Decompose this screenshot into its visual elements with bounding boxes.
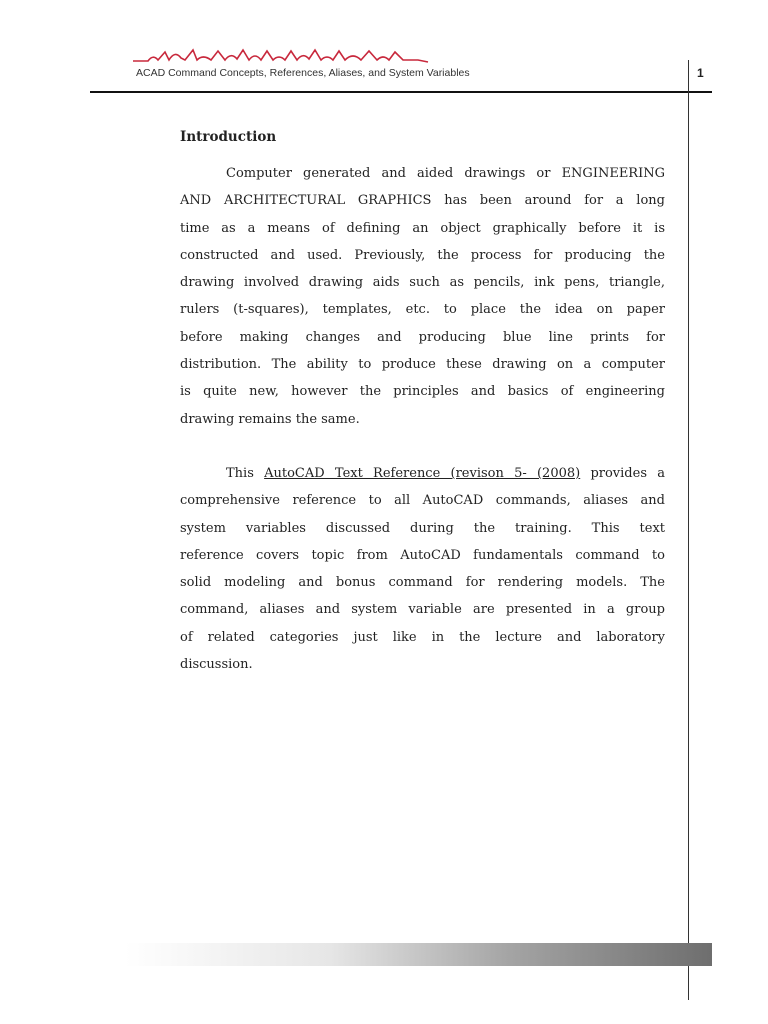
- page-number: 1: [697, 66, 704, 80]
- reference-title-link[interactable]: AutoCAD Text Reference (revison 5- (2008): [264, 466, 581, 481]
- text-line: constructed and used. Previously, the process for producing the: [180, 247, 665, 263]
- running-header-title: ACAD Command Concepts, References, Aliases, and System Variables: [136, 67, 470, 79]
- text-line: system variables discussed during the training. This text: [180, 520, 665, 536]
- text-line: drawing remains the same.: [180, 411, 360, 427]
- text-line: reference covers topic from AutoCAD fundamentals command to: [180, 547, 665, 563]
- paragraph-reference: [180, 460, 665, 678]
- text-line: Computer generated and aided drawings or ENGINEERING: [226, 166, 665, 181]
- text-line: distribution. The ability to produce these drawing on a computer: [180, 357, 665, 373]
- margin-rule: [688, 60, 689, 1000]
- header-logo-decoration: [133, 46, 433, 64]
- text-line: [180, 460, 665, 487]
- text-line: before making changes and producing blue line prints for: [180, 329, 665, 345]
- text-fragment: This: [226, 466, 265, 481]
- section-heading: Introduction: [180, 129, 277, 145]
- paragraph-intro: [180, 160, 665, 433]
- text-line: rulers (t-squares), templates, etc. to place the idea on paper: [180, 302, 665, 318]
- text-line: AND ARCHITECTURAL GRAPHICS has been around for a long: [180, 193, 665, 209]
- text-line: is quite new, however the principles and basics of engineering: [180, 384, 665, 400]
- footer-gradient-bar: [125, 943, 712, 966]
- text-line: command, aliases and system variable are presented in a group: [180, 602, 665, 618]
- text-line: time as a means of defining an object graphically before it is: [180, 220, 665, 236]
- text-line: comprehensive reference to all AutoCAD commands, aliases and: [180, 493, 665, 509]
- text-line: solid modeling and bonus command for rendering models. The: [180, 575, 665, 591]
- header-rule: [90, 91, 712, 93]
- text-fragment: provides a: [580, 466, 665, 481]
- text-line: drawing involved drawing aids such as pencils, ink pens, triangle,: [180, 275, 665, 291]
- text-line: discussion.: [180, 657, 253, 673]
- text-line: of related categories just like in the lecture and laboratory: [180, 629, 665, 645]
